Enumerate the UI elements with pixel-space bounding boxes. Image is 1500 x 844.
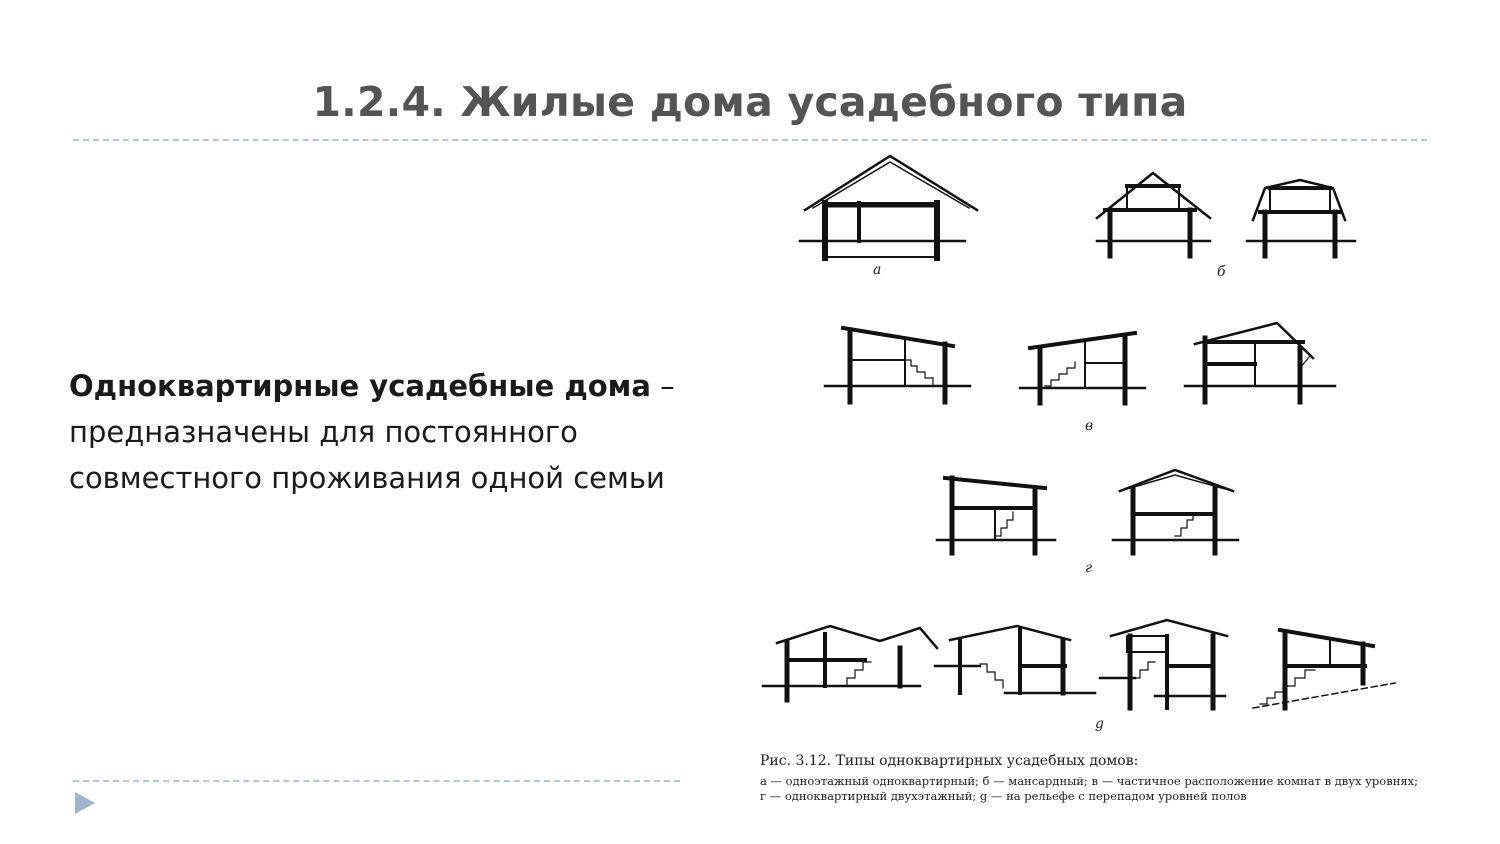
footer-divider [73, 780, 680, 782]
body-definition: предназначены для постоянного совместного проживания одной семьи [69, 415, 665, 495]
house-v1 [825, 328, 970, 402]
triangle-right-icon[interactable] [73, 790, 97, 816]
caption-title: Рис. 3.12. Типы одноквартирных усадебных домов: [760, 753, 1139, 769]
house-d4 [1253, 630, 1395, 708]
house-a [800, 156, 977, 258]
house-types-figure [755, 148, 1415, 748]
house-b2 [1247, 180, 1355, 256]
caption-text: а — одноэтажный одноквартирный; б — мансардный; в — частичное расположение комнат в двух уровнях; г — одноквартирный двухэтажный; g — на рельефе с перепадом уровней полов [760, 774, 1418, 803]
house-v2 [1020, 333, 1145, 403]
figure-caption [760, 752, 1420, 804]
label-v: в [1085, 418, 1094, 434]
house-g1 [937, 478, 1055, 553]
body-dash: – [650, 369, 675, 403]
label-d: g [1095, 716, 1104, 732]
label-a: а [873, 262, 882, 278]
house-b1 [1097, 173, 1210, 256]
label-g: г [1085, 560, 1093, 576]
house-d3 [1100, 620, 1227, 708]
body-text [69, 363, 709, 501]
slide-title: 1.2.4. Жилые дома усадебного типа [312, 78, 1188, 126]
house-d1 [763, 626, 937, 700]
house-v3 [1185, 323, 1335, 402]
label-b: б [1217, 264, 1226, 280]
title-divider [73, 139, 1427, 141]
body-term: Одноквартирные усадебные дома [69, 369, 651, 403]
house-d2 [935, 626, 1095, 693]
house-g2 [1113, 470, 1238, 553]
